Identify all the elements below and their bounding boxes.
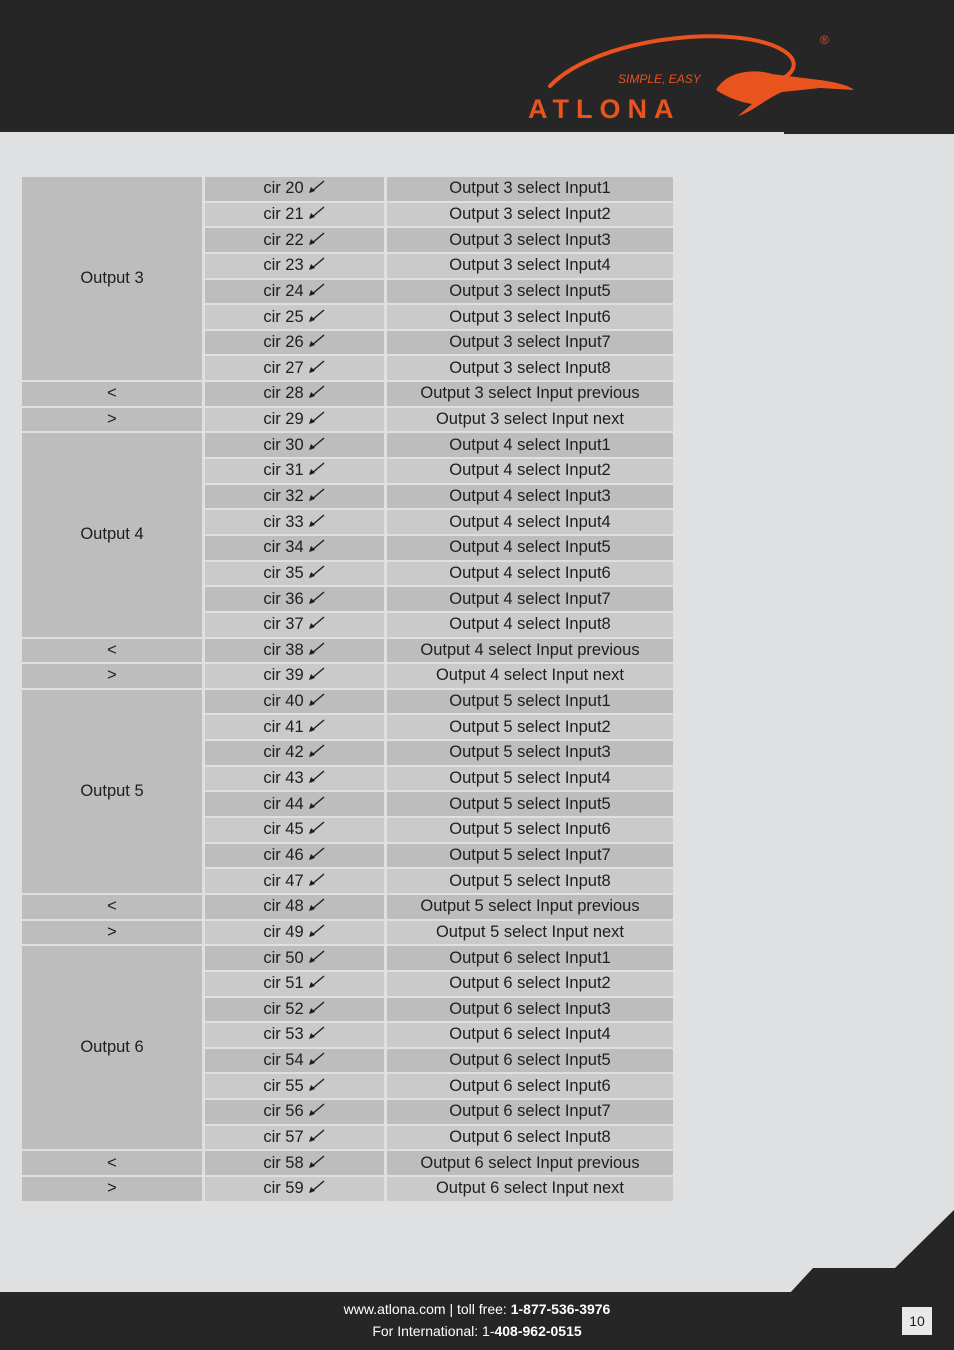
table-row <box>22 921 673 945</box>
command-description-text: Output 4 select Input2 <box>449 461 611 480</box>
command-code <box>205 562 384 586</box>
nav-key-text: < <box>107 1153 117 1172</box>
command-code <box>205 1023 384 1047</box>
enter-arrow-icon <box>308 591 326 605</box>
enter-arrow-icon <box>308 334 326 348</box>
nav-key-text: < <box>107 384 117 403</box>
command-code <box>205 613 384 637</box>
command-code-text: cir 32 <box>263 487 304 505</box>
command-code <box>205 510 384 534</box>
command-code-text: cir 27 <box>263 358 304 377</box>
command-description <box>387 664 673 688</box>
command-code-text: cir 33 <box>263 512 304 531</box>
command-code-text: cir 34 <box>263 538 304 557</box>
enter-arrow-icon <box>308 975 326 989</box>
command-description <box>387 1177 673 1201</box>
command-description <box>387 331 673 355</box>
command-code-text: cir 25 <box>263 307 304 326</box>
enter-arrow-icon <box>308 309 326 323</box>
enter-arrow-icon <box>308 257 326 271</box>
nav-key <box>22 382 202 406</box>
command-description <box>387 254 673 278</box>
nav-key <box>22 408 202 432</box>
command-description-text: Output 6 select Input8 <box>449 1128 611 1147</box>
enter-arrow-icon <box>308 847 326 861</box>
command-description-text: Output 4 select Input4 <box>449 512 611 531</box>
enter-arrow-icon <box>308 180 326 194</box>
command-code-text: cir 53 <box>263 1025 304 1044</box>
command-description-text: Output 5 select Input next <box>435 922 625 941</box>
command-description <box>387 767 673 791</box>
command-code-text: cir 45 <box>263 820 304 839</box>
registered-mark: ® <box>820 33 829 47</box>
command-code <box>205 485 384 509</box>
enter-arrow-icon <box>308 873 326 887</box>
command-description <box>387 715 673 739</box>
output-group-label-text: Output 3 <box>80 269 144 288</box>
command-description <box>387 690 673 714</box>
output-group-label-text: Output 5 <box>80 781 144 800</box>
command-code-text: cir 23 <box>263 256 304 275</box>
command-code-text: cir 24 <box>263 281 304 300</box>
command-code-text: cir 42 <box>263 743 304 762</box>
command-code-text: cir 35 <box>263 563 304 582</box>
atlona-logo <box>520 28 860 128</box>
enter-arrow-icon <box>308 232 326 246</box>
nav-key-text: > <box>107 410 117 429</box>
enter-arrow-icon <box>308 950 326 964</box>
command-code <box>205 818 384 842</box>
command-code-text: cir 49 <box>263 922 304 941</box>
command-description-text: Output 3 select Input1 <box>449 179 611 198</box>
command-code <box>205 203 384 227</box>
command-description <box>387 433 673 457</box>
command-code <box>205 305 384 329</box>
command-code <box>205 767 384 791</box>
enter-arrow-icon <box>308 1001 326 1015</box>
command-code <box>205 664 384 688</box>
command-code <box>205 356 384 380</box>
command-code <box>205 1074 384 1098</box>
page-number: 10 <box>902 1307 932 1335</box>
enter-arrow-icon <box>308 411 326 425</box>
command-code-text: cir 44 <box>263 794 304 813</box>
table-row <box>22 690 673 714</box>
enter-arrow-icon <box>308 206 326 220</box>
nav-key-text: < <box>107 897 117 916</box>
enter-arrow-icon <box>308 719 326 733</box>
command-code-text: cir 41 <box>263 717 304 736</box>
command-description-text: Output 6 select Input5 <box>449 1051 611 1070</box>
command-code <box>205 1100 384 1124</box>
command-description <box>387 792 673 816</box>
website-link[interactable]: www.atlona.com <box>343 1301 446 1317</box>
enter-arrow-icon <box>308 1026 326 1040</box>
command-code <box>205 741 384 765</box>
table-row <box>22 408 673 432</box>
nav-key <box>22 664 202 688</box>
command-description <box>387 1049 673 1073</box>
command-description-text: Output 5 select Input1 <box>449 692 611 711</box>
enter-arrow-icon <box>308 1052 326 1066</box>
command-description <box>387 818 673 842</box>
command-code <box>205 459 384 483</box>
output-group-label-text: Output 4 <box>80 525 144 544</box>
footer-corner-cut <box>789 1210 954 1294</box>
enter-arrow-icon <box>308 462 326 476</box>
command-description-text: Output 5 select Input8 <box>449 871 611 890</box>
command-code-text: cir 31 <box>263 461 304 480</box>
nav-key-text: > <box>107 922 117 941</box>
command-description <box>387 382 673 406</box>
command-description <box>387 1074 673 1098</box>
table-row <box>22 433 673 457</box>
command-code <box>205 1049 384 1073</box>
command-code-text: cir 50 <box>263 948 304 967</box>
command-description-text: Output 3 select Input5 <box>449 281 611 300</box>
table-row <box>22 895 673 919</box>
command-description <box>387 741 673 765</box>
command-code-text: cir 30 <box>263 435 304 454</box>
command-code-text: cir 58 <box>263 1153 304 1172</box>
command-code <box>205 177 384 201</box>
command-description <box>387 921 673 945</box>
enter-arrow-icon <box>308 924 326 938</box>
command-description-text: Output 3 select Input6 <box>449 307 611 326</box>
command-code <box>205 639 384 663</box>
enter-arrow-icon <box>308 1103 326 1117</box>
command-description <box>387 203 673 227</box>
page-footer <box>0 1292 954 1350</box>
command-code-text: cir 26 <box>263 333 304 352</box>
nav-key <box>22 1177 202 1201</box>
table-row <box>22 639 673 663</box>
enter-arrow-icon <box>308 437 326 451</box>
command-description <box>387 998 673 1022</box>
command-description-text: Output 5 select Input6 <box>449 820 611 839</box>
command-description <box>387 869 673 893</box>
command-description-text: Output 4 select Input next <box>435 666 625 685</box>
command-description-text: Output 4 select Input5 <box>449 538 611 557</box>
output-group-label <box>22 690 202 893</box>
logo-wordmark: ATLONA <box>528 94 681 124</box>
logo-tagline: SIMPLE, EASY <box>618 72 701 86</box>
command-description-text: Output 3 select Input2 <box>449 204 611 223</box>
table-row <box>22 946 673 970</box>
command-code <box>205 1151 384 1175</box>
command-description-text: Output 3 select Input previous <box>420 384 640 403</box>
command-code <box>205 844 384 868</box>
command-description <box>387 1023 673 1047</box>
command-code-text: cir 55 <box>263 1076 304 1095</box>
command-description <box>387 536 673 560</box>
command-description-text: Output 4 select Input8 <box>449 615 611 634</box>
command-code-text: cir 56 <box>263 1102 304 1121</box>
command-description-text: Output 4 select Input7 <box>449 589 611 608</box>
enter-arrow-icon <box>308 1078 326 1092</box>
command-table <box>19 175 676 1203</box>
command-code <box>205 433 384 457</box>
enter-arrow-icon <box>308 642 326 656</box>
command-code <box>205 1126 384 1150</box>
command-description-text: Output 6 select Input3 <box>449 999 611 1018</box>
command-description <box>387 1100 673 1124</box>
command-description-text: Output 4 select Input6 <box>449 563 611 582</box>
table-row <box>22 664 673 688</box>
command-description-text: Output 5 select Input4 <box>449 769 611 788</box>
nav-key-text: > <box>107 1179 117 1198</box>
enter-arrow-icon <box>308 616 326 630</box>
command-code <box>205 946 384 970</box>
command-description-text: Output 3 select Input3 <box>449 230 611 249</box>
command-code-text: cir 38 <box>263 640 304 659</box>
tollfree-number: 1-877-536-3976 <box>510 1301 611 1317</box>
command-description-text: Output 3 select Input8 <box>449 358 611 377</box>
command-description-text: Output 6 select Input1 <box>449 948 611 967</box>
enter-arrow-icon <box>308 565 326 579</box>
nav-key <box>22 639 202 663</box>
enter-arrow-icon <box>308 539 326 553</box>
tollfree-label: | toll free: <box>445 1301 511 1317</box>
command-description <box>387 177 673 201</box>
command-code-text: cir 29 <box>263 410 304 429</box>
command-description-text: Output 5 select Input5 <box>449 794 611 813</box>
command-code <box>205 895 384 919</box>
command-code-text: cir 39 <box>263 666 304 685</box>
command-description-text: Output 6 select Input6 <box>449 1076 611 1095</box>
command-description <box>387 946 673 970</box>
command-description <box>387 305 673 329</box>
command-description-text: Output 4 select Input previous <box>420 640 640 659</box>
command-code <box>205 869 384 893</box>
nav-key <box>22 895 202 919</box>
command-code-text: cir 21 <box>263 204 304 223</box>
nav-key <box>22 921 202 945</box>
command-code <box>205 254 384 278</box>
command-code <box>205 1177 384 1201</box>
command-description <box>387 459 673 483</box>
command-description <box>387 1151 673 1175</box>
command-description <box>387 356 673 380</box>
enter-arrow-icon <box>308 770 326 784</box>
international-number: 408-962-0515 <box>494 1323 582 1339</box>
output-group-label <box>22 433 202 636</box>
command-description-text: Output 5 select Input2 <box>449 717 611 736</box>
command-description-text: Output 5 select Input3 <box>449 743 611 762</box>
command-code-text: cir 43 <box>263 769 304 788</box>
output-group-label <box>22 946 202 1149</box>
command-code-text: cir 57 <box>263 1128 304 1147</box>
command-description-text: Output 5 select Input7 <box>449 845 611 864</box>
command-description <box>387 587 673 611</box>
command-code-text: cir 59 <box>263 1179 304 1198</box>
table-row <box>22 382 673 406</box>
command-description <box>387 613 673 637</box>
command-code-text: cir 46 <box>263 845 304 864</box>
nav-key <box>22 1151 202 1175</box>
command-code <box>205 921 384 945</box>
command-description-text: Output 3 select Input4 <box>449 256 611 275</box>
enter-arrow-icon <box>308 1129 326 1143</box>
command-code-text: cir 40 <box>263 692 304 711</box>
command-code <box>205 280 384 304</box>
command-description-text: Output 6 select Input7 <box>449 1102 611 1121</box>
enter-arrow-icon <box>308 796 326 810</box>
command-description-text: Output 6 select Input previous <box>420 1153 640 1172</box>
enter-arrow-icon <box>308 488 326 502</box>
command-table-body <box>22 177 673 1201</box>
command-code-text: cir 20 <box>263 179 304 198</box>
command-description-text: Output 4 select Input1 <box>449 435 611 454</box>
enter-arrow-icon <box>308 1155 326 1169</box>
command-code <box>205 792 384 816</box>
command-code-text: cir 37 <box>263 615 304 634</box>
nav-key-text: > <box>107 666 117 685</box>
command-code-text: cir 22 <box>263 230 304 249</box>
command-code <box>205 408 384 432</box>
command-description-text: Output 3 select Input next <box>435 410 625 429</box>
enter-arrow-icon <box>308 283 326 297</box>
command-code <box>205 536 384 560</box>
table-row <box>22 1177 673 1201</box>
command-code-text: cir 48 <box>263 897 304 916</box>
command-description-text: Output 6 select Input2 <box>449 974 611 993</box>
command-description <box>387 485 673 509</box>
command-code-text: cir 36 <box>263 589 304 608</box>
command-description <box>387 408 673 432</box>
command-description <box>387 280 673 304</box>
command-description <box>387 562 673 586</box>
international-label: For International: 1- <box>372 1323 495 1339</box>
footer-international-line <box>0 1320 954 1342</box>
command-description-text: Output 4 select Input3 <box>449 487 611 505</box>
command-description-text: Output 5 select Input previous <box>420 897 640 916</box>
command-code <box>205 972 384 996</box>
enter-arrow-icon <box>308 667 326 681</box>
enter-arrow-icon <box>308 898 326 912</box>
command-code <box>205 998 384 1022</box>
enter-arrow-icon <box>308 1180 326 1194</box>
command-code <box>205 228 384 252</box>
command-description <box>387 510 673 534</box>
command-description <box>387 895 673 919</box>
enter-arrow-icon <box>308 693 326 707</box>
enter-arrow-icon <box>308 360 326 374</box>
command-code-text: cir 52 <box>263 999 304 1018</box>
footer-contact-line <box>0 1292 954 1320</box>
command-description-text: Output 6 select Input next <box>435 1179 625 1198</box>
command-code <box>205 690 384 714</box>
table-row <box>22 177 673 201</box>
command-code <box>205 715 384 739</box>
table-row <box>22 1151 673 1175</box>
command-description-text: Output 3 select Input7 <box>449 333 611 352</box>
enter-arrow-icon <box>308 821 326 835</box>
command-code-text: cir 28 <box>263 384 304 403</box>
command-description <box>387 1126 673 1150</box>
command-code <box>205 382 384 406</box>
nav-key-text: < <box>107 640 117 659</box>
enter-arrow-icon <box>308 514 326 528</box>
command-code <box>205 587 384 611</box>
command-code-text: cir 54 <box>263 1051 304 1070</box>
command-description-text: Output 6 select Input4 <box>449 1025 611 1044</box>
command-code <box>205 331 384 355</box>
output-group-label <box>22 177 202 380</box>
command-code-text: cir 47 <box>263 871 304 890</box>
command-description <box>387 972 673 996</box>
command-description <box>387 639 673 663</box>
enter-arrow-icon <box>308 385 326 399</box>
command-description <box>387 228 673 252</box>
enter-arrow-icon <box>308 744 326 758</box>
command-code-text: cir 51 <box>263 974 304 993</box>
command-description <box>387 844 673 868</box>
output-group-label-text: Output 6 <box>80 1038 144 1057</box>
